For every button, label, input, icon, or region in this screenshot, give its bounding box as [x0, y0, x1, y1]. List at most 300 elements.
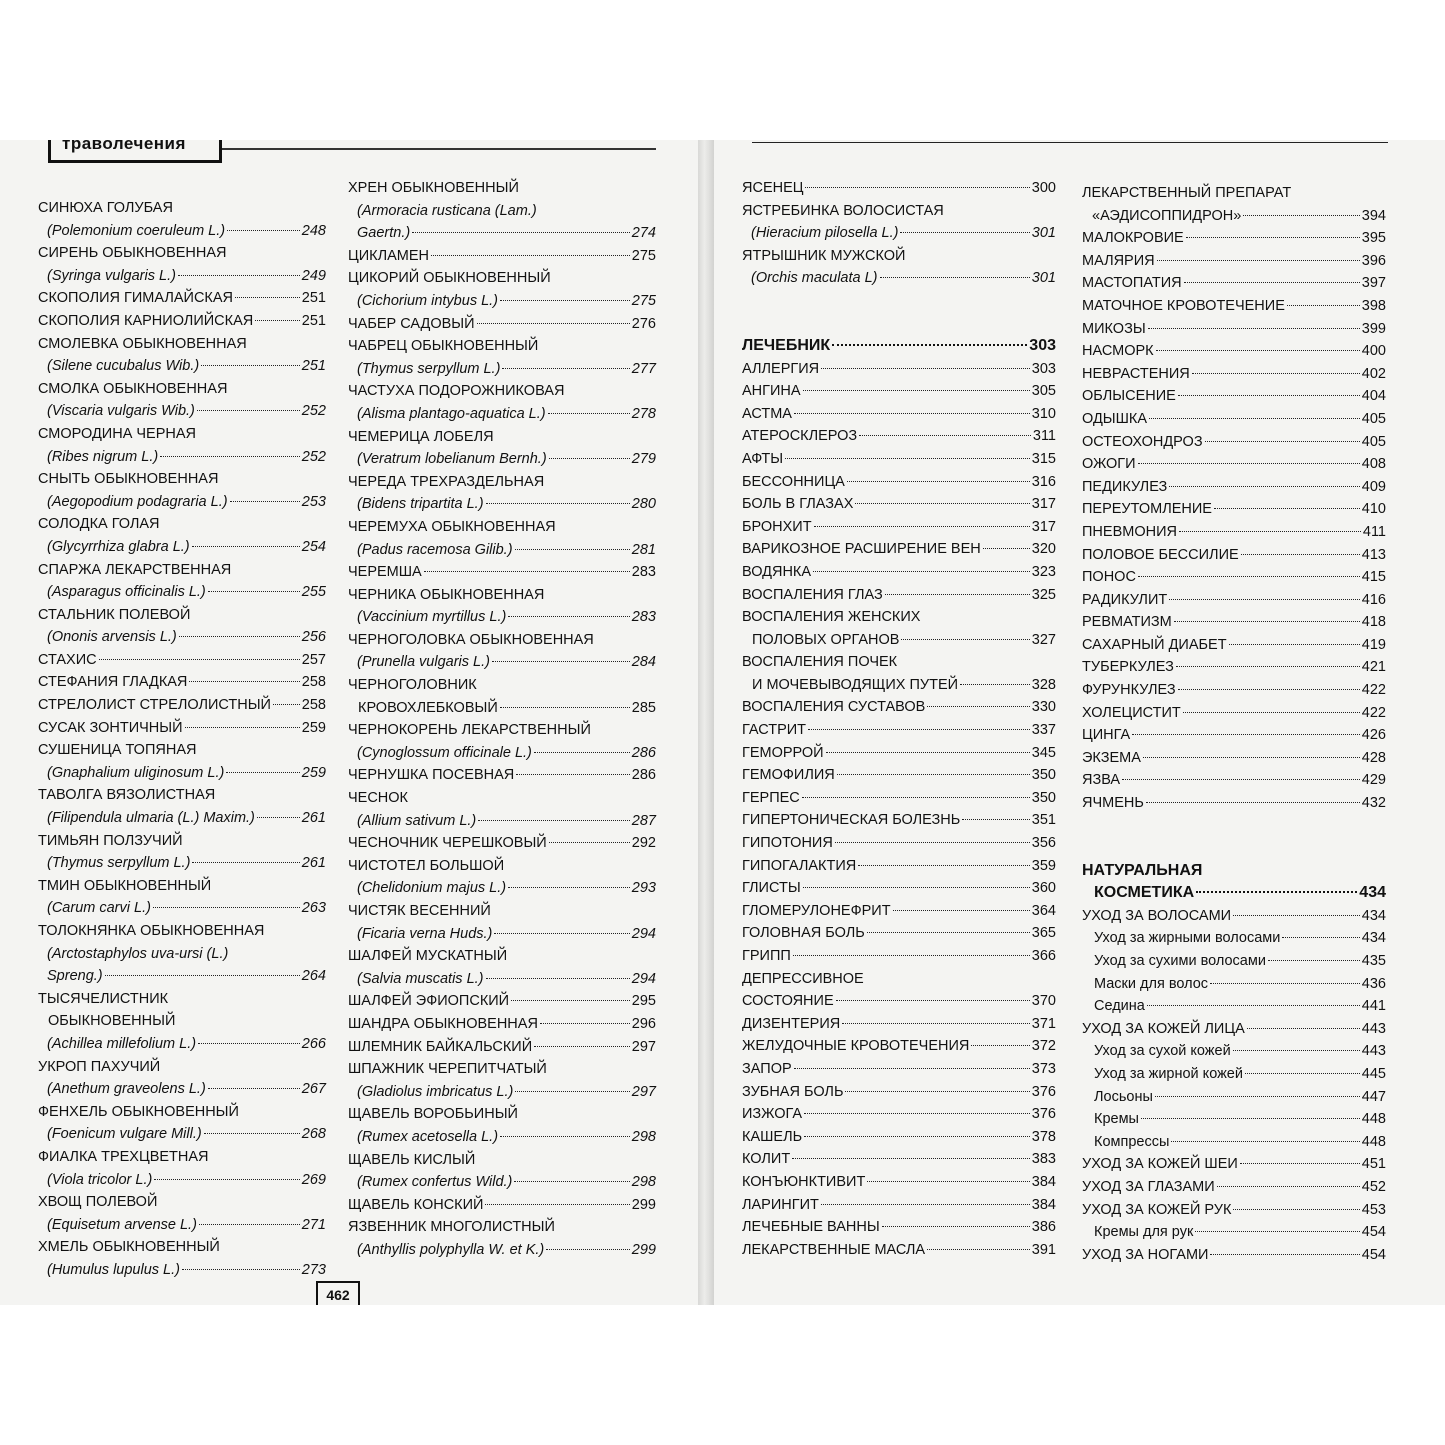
toc-entry-page: 274 — [631, 225, 656, 242]
toc-entry — [38, 559, 326, 582]
toc-entry — [742, 719, 1056, 742]
dot-leader — [1155, 1096, 1360, 1097]
toc-entry-page: 301 — [1031, 225, 1056, 242]
toc-entry — [742, 696, 1056, 719]
dot-leader — [500, 1136, 630, 1137]
toc-entry — [742, 516, 1056, 539]
dot-leader — [855, 503, 1029, 504]
toc-entry-title: МАСТОПАТИЯ — [1082, 275, 1182, 292]
toc-entry-page: 409 — [1361, 478, 1386, 495]
toc-entry — [348, 810, 656, 833]
dot-leader — [1184, 282, 1360, 283]
dot-leader — [802, 797, 1030, 798]
toc-entry — [1082, 747, 1386, 770]
dot-leader — [885, 594, 1030, 595]
toc-entry — [1082, 702, 1386, 725]
dot-leader — [1205, 441, 1360, 442]
toc-entry — [38, 717, 326, 740]
dot-leader — [900, 232, 1029, 233]
toc-entry-title: ЧАБЕР САДОВЫЙ — [348, 315, 475, 332]
toc-entry-page: 252 — [301, 448, 326, 465]
toc-entry — [742, 1126, 1056, 1149]
toc-entry-page: 391 — [1031, 1241, 1056, 1258]
toc-entry-page: 311 — [1032, 428, 1056, 445]
dot-leader — [1183, 712, 1360, 713]
toc-entry — [38, 1010, 326, 1033]
toc-entry — [742, 584, 1056, 607]
dot-leader — [255, 320, 300, 321]
dot-leader — [197, 410, 300, 411]
toc-entry-title: АФТЫ — [742, 450, 784, 467]
dot-leader — [1156, 350, 1360, 351]
toc-entry — [1082, 385, 1386, 408]
toc-entry-title: НЕВРАСТЕНИЯ — [1082, 365, 1190, 382]
toc-entry-title: ЧИСТОТЕЛ БОЛЬШОЙ — [348, 857, 505, 874]
toc-entry — [348, 606, 656, 629]
toc-entry-page: 434 — [1361, 930, 1386, 947]
toc-entry-page: 257 — [301, 651, 326, 668]
toc-entry — [1082, 1244, 1386, 1267]
section-spacer — [742, 290, 1056, 335]
toc-entry — [348, 1081, 656, 1104]
toc-entry-page: 364 — [1031, 902, 1056, 919]
toc-entry-title: (Anethum graveolens L.) — [47, 1081, 206, 1098]
toc-entry-title: КОНЪЮНКТИВИТ — [742, 1173, 866, 1190]
toc-entry-title: ОЖОГИ — [1082, 456, 1136, 473]
toc-entry — [1082, 1199, 1386, 1222]
toc-entry-page: 298 — [631, 1174, 656, 1191]
toc-entry-title: НАТУРАЛЬНАЯ — [1082, 861, 1203, 879]
dot-leader — [204, 1133, 300, 1134]
dot-leader — [508, 616, 629, 617]
toc-entry-page: 402 — [1361, 365, 1386, 382]
toc-entry-page: 411 — [1362, 523, 1386, 540]
toc-entry-title: ПОЛОВОЕ БЕССИЛИЕ — [1082, 546, 1239, 563]
dot-leader — [1186, 237, 1360, 238]
dot-leader — [927, 706, 1029, 707]
toc-entry-title: (Syringa vulgaris L.) — [47, 267, 176, 284]
dot-leader — [1287, 305, 1360, 306]
toc-entry — [348, 1103, 656, 1126]
dot-leader — [847, 481, 1030, 482]
toc-entry-page: 251 — [301, 290, 326, 307]
toc-entry-page: 445 — [1361, 1065, 1386, 1082]
toc-entry — [348, 1036, 656, 1059]
toc-entry-title: СУШЕНИЦА ТОПЯНАЯ — [38, 742, 197, 759]
toc-entry — [348, 945, 656, 968]
toc-entry-page: 447 — [1361, 1088, 1386, 1105]
toc-entry — [348, 629, 656, 652]
toc-entry — [348, 1058, 656, 1081]
toc-entry — [1082, 905, 1386, 928]
toc-entry-title: СКОПОЛИЯ ГИМАЛАЙСКАЯ — [38, 290, 234, 307]
toc-entry-page: 294 — [631, 925, 656, 942]
toc-entry — [38, 265, 326, 288]
toc-entry-title: (Padus racemosa Gilib.) — [357, 541, 513, 558]
toc-entry — [38, 965, 326, 988]
toc-entry-title: (Alisma plantago-aquatica L.) — [357, 405, 546, 422]
toc-entry-page: 253 — [301, 493, 326, 510]
toc-entry-title: (Bidens tripartita L.) — [357, 496, 484, 513]
toc-entry-title: ТУБЕРКУЛЕЗ — [1082, 659, 1174, 676]
toc-entry-title: ЭКЗЕМА — [1082, 749, 1141, 766]
toc-entry-title: УХОД ЗА КОЖЕЙ ШЕИ — [1082, 1156, 1238, 1173]
toc-entry-title: (Armoracia rusticana (Lam.) — [357, 202, 537, 219]
toc-entry — [38, 1169, 326, 1192]
dot-leader — [983, 548, 1030, 549]
toc-entry-title: ГИПОТОНИЯ — [742, 835, 833, 852]
toc-entry-title: СМОРОДИНА ЧЕРНАЯ — [38, 425, 197, 442]
toc-entry-title: ВОСПАЛЕНИЯ СУСТАВОВ — [742, 699, 926, 716]
toc-entry — [38, 1101, 326, 1124]
toc-entry-page: 360 — [1031, 880, 1056, 897]
toc-entry — [38, 1078, 326, 1101]
toc-entry-title: БОЛЬ В ГЛАЗАХ — [742, 496, 854, 513]
dot-leader — [515, 549, 630, 550]
toc-entry-title: СМОЛКА ОБЫКНОВЕННАЯ — [38, 380, 228, 397]
toc-entry — [1082, 634, 1386, 657]
toc-entry-page: 436 — [1361, 975, 1386, 992]
toc-entry-title: ЖЕЛУДОЧНЫЕ КРОВОТЕЧЕНИЯ — [742, 1038, 970, 1055]
toc-entry — [348, 584, 656, 607]
toc-entry-page: 263 — [301, 900, 326, 917]
toc-entry-page: 345 — [1031, 744, 1056, 761]
toc-entry-title: МАЛЯРИЯ — [1082, 252, 1155, 269]
toc-entry-page: 429 — [1361, 772, 1386, 789]
dot-leader — [208, 591, 300, 592]
toc-entry-title: (Chelidonium majus L.) — [357, 880, 507, 897]
toc-entry — [742, 380, 1056, 403]
dot-leader — [1122, 779, 1360, 780]
toc-entry — [38, 355, 326, 378]
toc-entry — [38, 604, 326, 627]
dot-leader — [182, 1269, 300, 1270]
toc-entry-page: 413 — [1361, 546, 1386, 563]
dot-leader — [805, 187, 1029, 188]
toc-entry — [742, 787, 1056, 810]
dot-leader — [1229, 644, 1360, 645]
dot-leader — [105, 975, 300, 976]
toc-entry-title: ЛЕЧЕБНЫЕ ВАННЫ — [742, 1219, 880, 1236]
toc-entry — [742, 335, 1056, 358]
dot-leader — [1178, 395, 1360, 396]
toc-entry-title: УХОД ЗА ВОЛОСАМИ — [1082, 907, 1232, 924]
dot-leader — [1268, 960, 1360, 961]
toc-entry-title: СТАХИС — [38, 651, 97, 668]
toc-entry-title: ЧИСТЯК ВЕСЕННИЙ — [348, 903, 491, 919]
dot-leader — [1148, 328, 1360, 329]
dot-leader — [859, 435, 1031, 436]
toc-entry-title: ПОЛОВЫХ ОРГАНОВ — [752, 631, 900, 648]
toc-entry-title: СНЫТЬ ОБЫКНОВЕННАЯ — [38, 471, 219, 488]
toc-entry-page: 261 — [301, 810, 326, 827]
toc-entry-page: 283 — [631, 609, 656, 626]
toc-entry-title: БЕССОННИЦА — [742, 473, 845, 490]
dot-leader — [832, 344, 1027, 346]
toc-entry-page: 287 — [631, 812, 656, 829]
toc-entry-page: 441 — [1361, 998, 1386, 1015]
dot-leader — [803, 390, 1030, 391]
toc-entry-page: 275 — [631, 292, 656, 309]
toc-entry-title: ХОЛЕЦИСТИТ — [1082, 704, 1181, 721]
toc-entry-title: КАШЕЛЬ — [742, 1128, 803, 1145]
toc-entry-title: (Cynoglossum officinale L.) — [357, 744, 532, 761]
toc-entry-title: ЧЕРНУШКА ПОСЕВНАЯ — [348, 767, 515, 784]
toc-entry-title: ПЕДИКУЛЕЗ — [1082, 478, 1168, 495]
toc-entry — [1082, 589, 1386, 612]
toc-entry-page: 249 — [301, 267, 326, 284]
toc-entry — [38, 920, 326, 943]
toc-entry-page: 398 — [1361, 297, 1386, 314]
toc-entry — [38, 671, 326, 694]
toc-entry-title: СИРЕНЬ ОБЫКНОВЕННАЯ — [38, 245, 227, 262]
toc-entry-title: НАСМОРК — [1082, 343, 1154, 360]
toc-entry-page: 422 — [1361, 704, 1386, 721]
dot-leader — [867, 932, 1030, 933]
toc-entry-title: (Glycyrrhiza glabra L.) — [47, 538, 190, 555]
dot-leader — [492, 661, 630, 662]
toc-entry — [38, 694, 326, 717]
toc-entry — [1082, 182, 1386, 205]
toc-entry-page: 426 — [1361, 727, 1386, 744]
toc-entry — [742, 945, 1056, 968]
toc-entry — [742, 1013, 1056, 1036]
toc-entry-title: УХОД ЗА ГЛАЗАМИ — [1082, 1178, 1215, 1195]
toc-entry-title: ЗУБНАЯ БОЛЬ — [742, 1083, 844, 1100]
toc-entry-page: 452 — [1361, 1178, 1386, 1195]
toc-entry-title: ИЗЖОГА — [742, 1106, 803, 1123]
toc-entry-title: (Veratrum lobelianum Bernh.) — [357, 451, 547, 468]
dot-leader — [230, 501, 300, 502]
toc-entry-title: МИКОЗЫ — [1082, 320, 1146, 337]
toc-entry — [742, 606, 1056, 629]
toc-entry-title: ПОНОС — [1082, 569, 1136, 586]
toc-entry — [348, 1194, 656, 1217]
toc-entry — [742, 200, 1056, 223]
toc-entry — [348, 855, 656, 878]
toc-entry-title: (Ficaria verna Huds.) — [357, 925, 493, 942]
toc-entry — [1082, 566, 1386, 589]
dot-leader — [179, 636, 300, 637]
dot-leader — [794, 413, 1030, 414]
toc-entry — [742, 1239, 1056, 1262]
toc-entry-title: Лосьоны — [1094, 1088, 1153, 1105]
toc-column-3 — [742, 177, 1056, 1261]
dot-leader — [837, 774, 1030, 775]
toc-entry — [38, 536, 326, 559]
dot-leader — [1195, 1231, 1360, 1232]
toc-entry — [348, 1126, 656, 1149]
toc-entry — [742, 900, 1056, 923]
toc-entry — [348, 877, 656, 900]
toc-entry-page: 422 — [1361, 682, 1386, 699]
toc-entry-page: 320 — [1031, 541, 1056, 558]
dot-leader — [201, 365, 300, 366]
toc-entry-title: Седина — [1094, 998, 1145, 1015]
toc-entry-page: 395 — [1361, 230, 1386, 247]
toc-entry — [38, 830, 326, 853]
dot-leader — [192, 546, 300, 547]
toc-entry-page: 295 — [631, 993, 656, 1010]
dot-leader — [486, 978, 630, 979]
toc-entry — [1082, 927, 1386, 950]
toc-entry — [1082, 882, 1386, 905]
toc-entry — [1082, 1153, 1386, 1176]
toc-entry-title: ЯЗВА — [1082, 772, 1121, 789]
toc-entry-title: ЛЕКАРСТВЕННЫЕ МАСЛА — [742, 1241, 926, 1258]
toc-entry-title: (Salvia muscatis L.) — [357, 970, 484, 987]
toc-entry-title: АТЕРОСКЛЕРОЗ — [742, 428, 858, 445]
toc-entry-page: 259 — [301, 719, 326, 736]
toc-entry — [38, 1259, 326, 1282]
toc-entry-page: 443 — [1361, 1043, 1386, 1060]
dot-leader — [235, 297, 300, 298]
toc-entry — [742, 222, 1056, 245]
toc-entry-page: 451 — [1361, 1156, 1386, 1173]
toc-entry-title: ГОЛОВНАЯ БОЛЬ — [742, 925, 865, 942]
dot-leader — [478, 820, 630, 821]
toc-entry — [348, 177, 656, 200]
toc-entry-page: 330 — [1031, 699, 1056, 716]
toc-entry-page: 434 — [1361, 907, 1386, 924]
toc-entry-page: 428 — [1361, 749, 1386, 766]
toc-entry-page: 384 — [1031, 1196, 1056, 1213]
dot-leader — [514, 1181, 629, 1182]
toc-entry-title: СУСАК ЗОНТИЧНЫЙ — [38, 719, 183, 736]
toc-entry — [742, 1035, 1056, 1058]
toc-entry-title: ТАВОЛГА ВЯЗОЛИСТНАЯ — [38, 787, 216, 804]
toc-entry — [38, 1056, 326, 1079]
toc-entry — [1082, 973, 1386, 996]
toc-entry — [38, 897, 326, 920]
toc-entry — [1082, 860, 1386, 883]
dot-leader — [198, 1043, 300, 1044]
toc-entry-title: ГЛИСТЫ — [742, 880, 801, 897]
toc-entry-page: 400 — [1361, 343, 1386, 360]
toc-entry-page: 267 — [301, 1081, 326, 1098]
dot-leader — [808, 729, 1030, 730]
toc-entry — [742, 674, 1056, 697]
toc-entry-title: (Filipendula ulmaria (L.) Maxim.) — [47, 810, 255, 827]
toc-entry-title: Маски для волос — [1094, 975, 1209, 992]
dot-leader — [821, 368, 1030, 369]
toc-entry — [38, 581, 326, 604]
toc-entry-page: 292 — [631, 835, 656, 852]
toc-entry-title: ТЫСЯЧЕЛИСТНИК — [38, 990, 169, 1007]
dot-leader — [160, 456, 300, 457]
toc-entry — [348, 1216, 656, 1239]
running-header: траволечения — [62, 140, 186, 153]
toc-entry — [1082, 1086, 1386, 1109]
toc-entry — [1082, 995, 1386, 1018]
toc-entry-page: 421 — [1361, 659, 1386, 676]
toc-entry — [1082, 656, 1386, 679]
toc-entry — [38, 423, 326, 446]
dot-leader — [794, 1068, 1030, 1069]
dot-leader — [273, 704, 300, 705]
toc-entry-page: 284 — [631, 654, 656, 671]
dot-leader — [1138, 463, 1360, 464]
toc-entry-page: 303 — [1029, 336, 1056, 354]
toc-entry-title: ЯТРЫШНИК МУЖСКОЙ — [742, 247, 906, 264]
toc-entry — [1082, 544, 1386, 567]
dot-leader — [1132, 734, 1360, 735]
dot-leader — [534, 752, 630, 753]
toc-entry-page: 258 — [301, 674, 326, 691]
toc-entry-title: ЩАВЕЛЬ КИСЛЫЙ — [348, 1151, 476, 1168]
toc-entry-page: 316 — [1031, 473, 1056, 490]
toc-entry — [348, 335, 656, 358]
toc-entry — [1082, 476, 1386, 499]
toc-entry-page: 248 — [301, 222, 326, 239]
toc-entry-page: 410 — [1361, 501, 1386, 518]
toc-entry-page: 327 — [1031, 631, 1056, 648]
dot-leader — [901, 639, 1029, 640]
toc-entry-title: (Viola tricolor L.) — [47, 1171, 153, 1188]
toc-entry-title: ПЕРЕУТОМЛЕНИЕ — [1082, 501, 1212, 518]
toc-entry-title: СТЕФАНИЯ ГЛАДКАЯ — [38, 674, 188, 691]
toc-entry-title: (Orchis maculata L) — [751, 270, 878, 287]
toc-entry — [38, 468, 326, 491]
dot-leader — [785, 458, 1030, 459]
toc-entry — [38, 649, 326, 672]
toc-entry-title: (Polemonium coeruleum L.) — [47, 222, 226, 239]
dot-leader — [549, 458, 630, 459]
toc-entry-page: 448 — [1361, 1111, 1386, 1128]
toc-entry — [1082, 295, 1386, 318]
toc-entry — [742, 764, 1056, 787]
toc-entry-title: ВАРИКОЗНОЕ РАСШИРЕНИЕ ВЕН — [742, 541, 981, 558]
toc-entry-page: 418 — [1361, 614, 1386, 631]
toc-entry-page: 408 — [1361, 456, 1386, 473]
dot-leader — [516, 774, 630, 775]
dot-leader — [208, 1088, 300, 1089]
dot-leader — [893, 910, 1030, 911]
toc-entry-title: (Ribes nigrum L.) — [47, 448, 159, 465]
toc-entry-page: 303 — [1031, 360, 1056, 377]
toc-entry-page: 305 — [1031, 383, 1056, 400]
dot-leader — [1146, 802, 1360, 803]
toc-entry — [348, 471, 656, 494]
dot-leader — [803, 887, 1030, 888]
toc-entry-page: 443 — [1361, 1020, 1386, 1037]
toc-entry — [742, 651, 1056, 674]
toc-entry-title: (Carum carvi L.) — [47, 900, 151, 917]
toc-entry-page: 254 — [301, 538, 326, 555]
toc-entry-page: 278 — [631, 405, 656, 422]
toc-entry — [1082, 1018, 1386, 1041]
toc-entry-title: ЛЕКАРСТВЕННЫЙ ПРЕПАРАТ — [1082, 185, 1292, 201]
toc-entry-title: ЯСЕНЕЦ — [742, 180, 804, 196]
toc-entry-page: 404 — [1361, 388, 1386, 405]
toc-entry-page: 376 — [1031, 1083, 1056, 1100]
toc-entry — [1082, 769, 1386, 792]
toc-entry-page: 286 — [631, 767, 656, 784]
toc-entry-title: ОДЫШКА — [1082, 410, 1148, 427]
toc-entry-title: БРОНХИТ — [742, 518, 812, 535]
toc-entry — [38, 852, 326, 875]
dot-leader — [549, 842, 630, 843]
toc-entry-page: 273 — [301, 1261, 326, 1278]
toc-entry-title: ЧЕСНОЧНИК ЧЕРЕШКОВЫЙ — [348, 835, 547, 852]
toc-entry-title: ЧАБРЕЦ ОБЫКНОВЕННЫЙ — [348, 338, 539, 355]
toc-entry — [348, 290, 656, 313]
toc-entry-title: САХАРНЫЙ ДИАБЕТ — [1082, 636, 1227, 653]
toc-entry — [1082, 250, 1386, 273]
toc-entry — [348, 651, 656, 674]
toc-entry-page: 323 — [1031, 563, 1056, 580]
toc-entry-title: (Humulus lupulus L.) — [47, 1261, 180, 1278]
